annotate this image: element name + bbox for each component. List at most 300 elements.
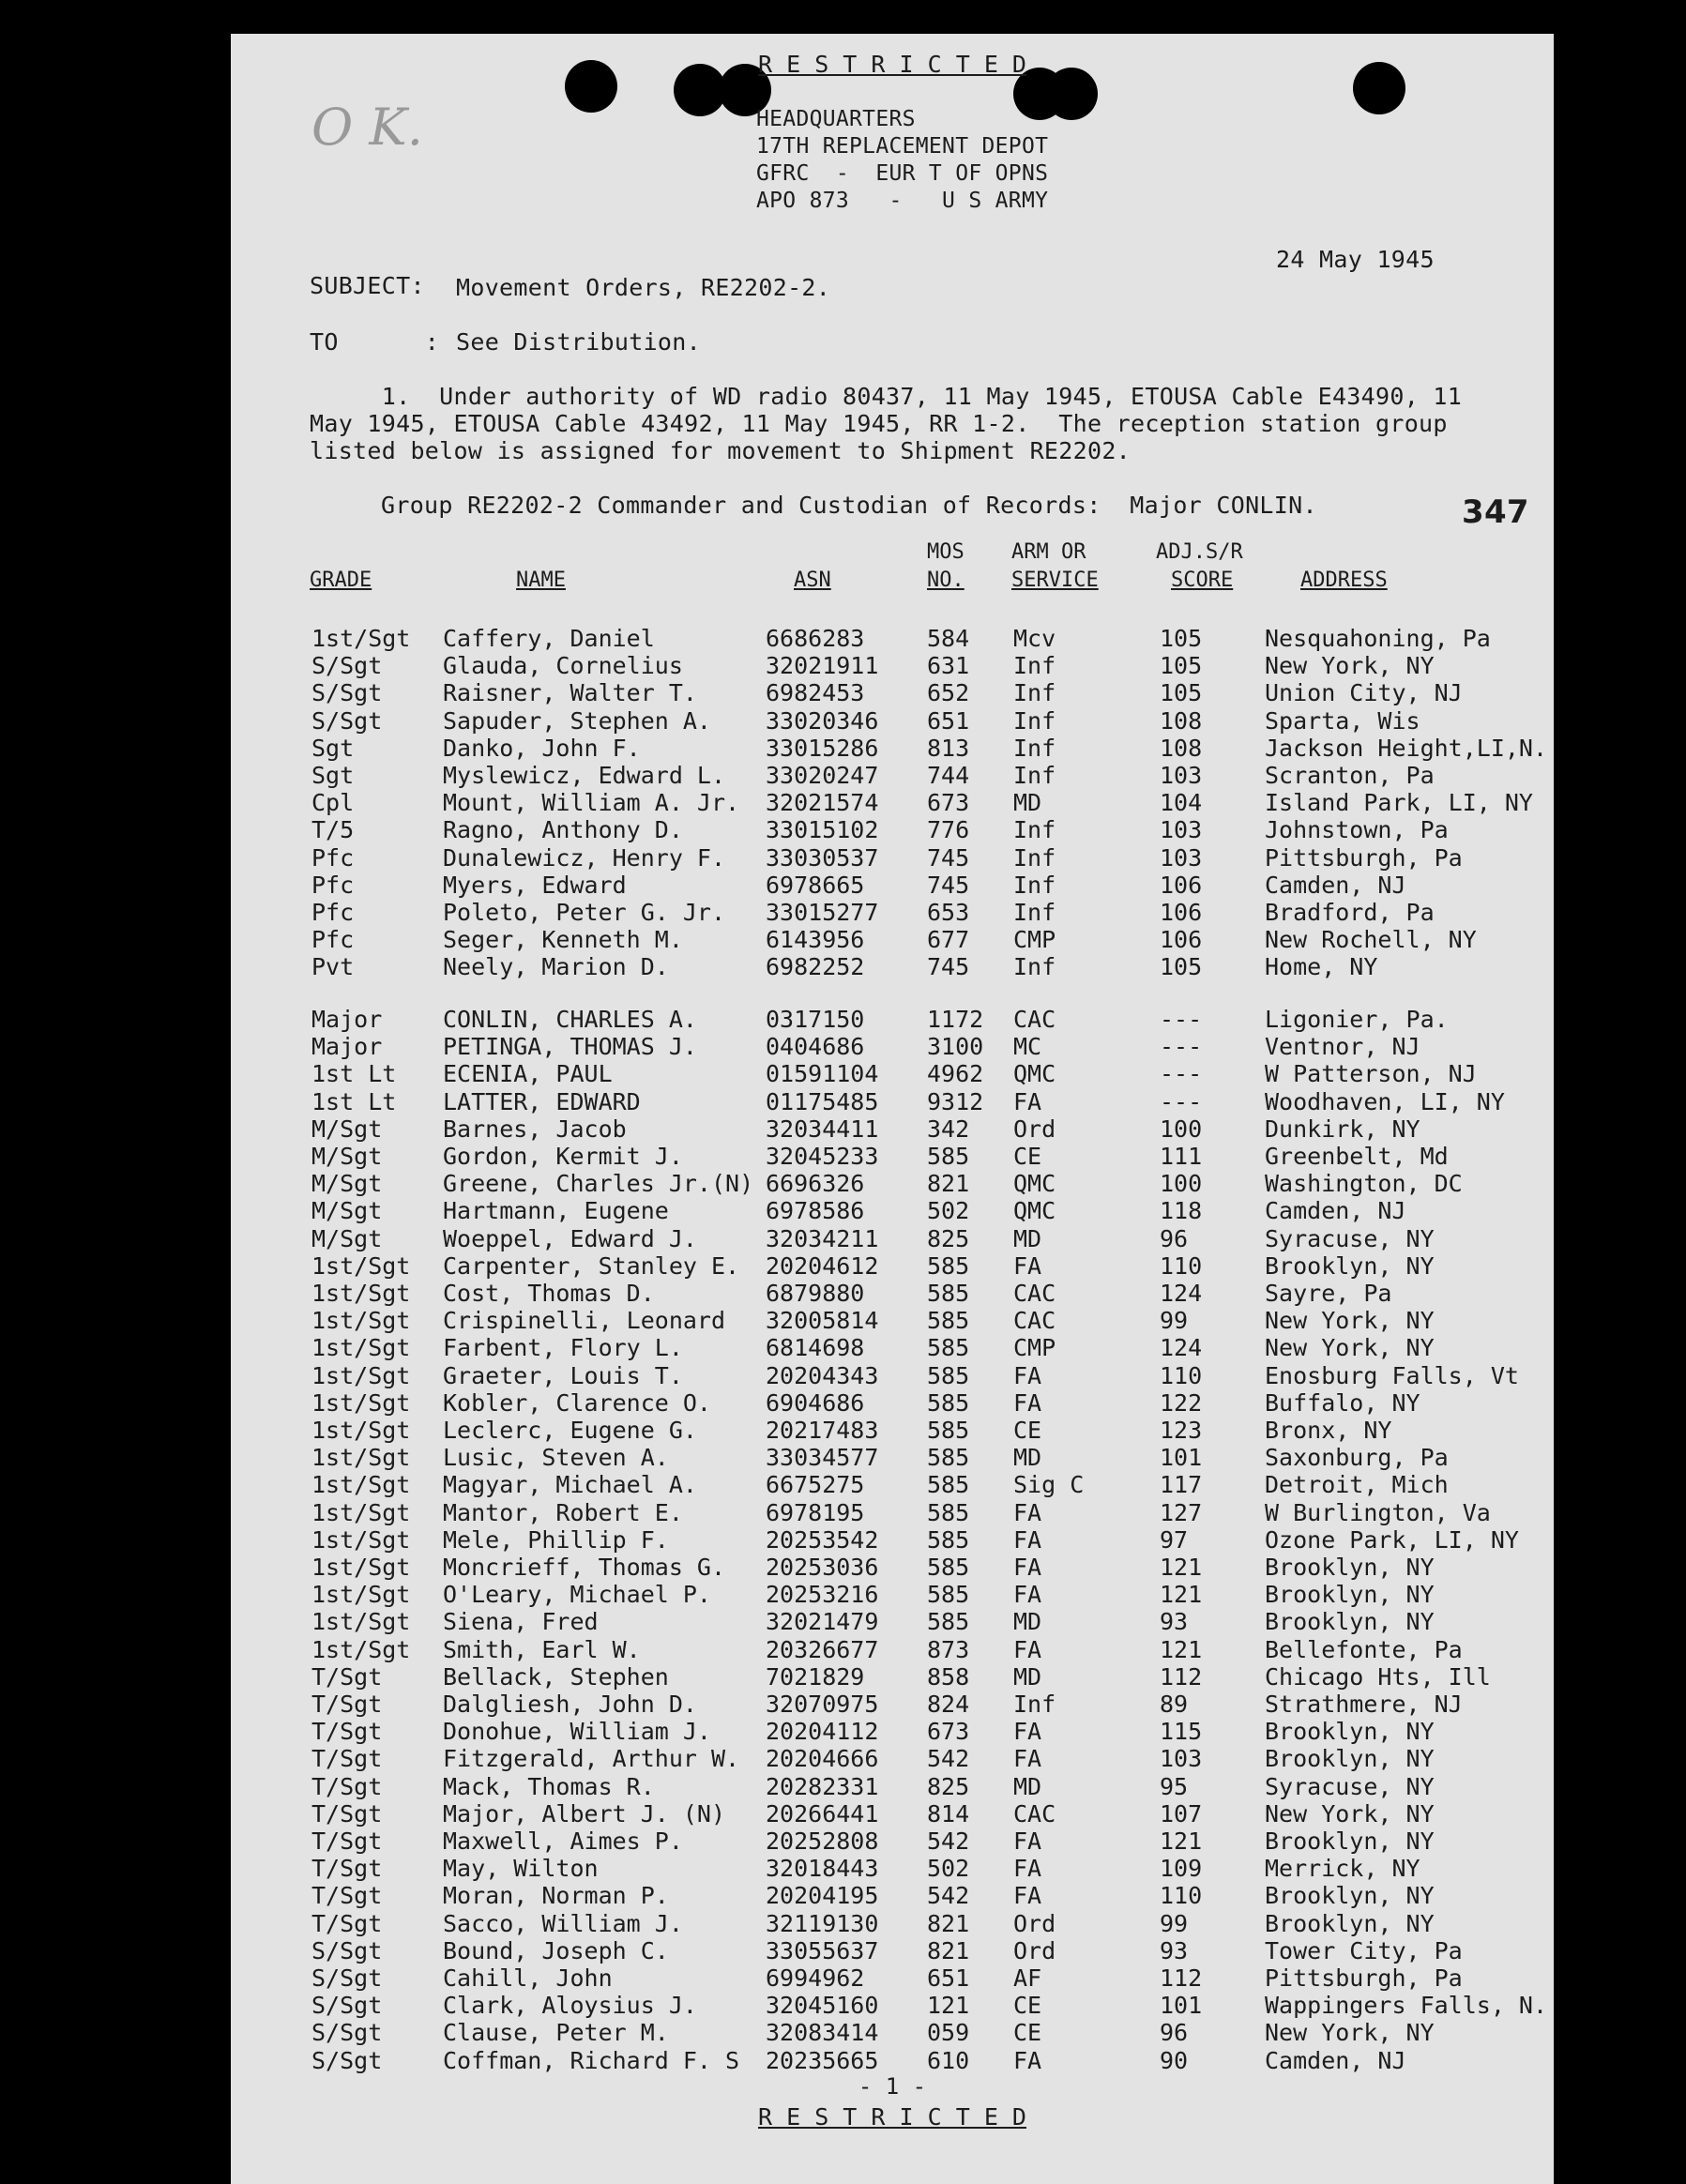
- cell-name: CONLIN, CHARLES A.: [443, 1006, 697, 1033]
- cell-score: 110: [1160, 1251, 1203, 1280]
- cell-mos: 342: [927, 1115, 970, 1143]
- cell-asn: 32005814: [766, 1307, 879, 1335]
- cell-mos: 585: [927, 1143, 970, 1170]
- cell-address: New York, NY: [1265, 1799, 1435, 1828]
- table-row: [231, 1663, 1554, 1691]
- table-row: [231, 1143, 1554, 1170]
- cell-name: Clark, Aloysius J.: [443, 1992, 697, 2020]
- cell-asn: 33030537: [766, 843, 879, 872]
- cell-mos: 585: [927, 1280, 970, 1307]
- cell-arm: CAC: [1013, 1799, 1056, 1828]
- cell-name: PETINGA, THOMAS J.: [443, 1033, 697, 1061]
- cell-score: 108: [1160, 734, 1203, 762]
- cell-grade: Cpl: [311, 789, 355, 817]
- cell-grade: T/Sgt: [311, 1772, 383, 1800]
- table-row: [231, 1389, 1554, 1417]
- cell-arm: FA: [1013, 1828, 1042, 1855]
- cell-grade: 1st/Sgt: [311, 1444, 411, 1472]
- headquarters-line: GFRC - EUR T OF OPNS: [756, 161, 1049, 186]
- paragraph-line: listed below is assigned for movement to Shipment RE2202.: [310, 437, 1132, 464]
- cell-score: 105: [1160, 953, 1203, 981]
- cell-arm: Inf: [1013, 706, 1056, 735]
- cell-score: ---: [1160, 1033, 1203, 1061]
- cell-asn: 20204343: [766, 1361, 879, 1389]
- table-row: [231, 1444, 1554, 1471]
- cell-asn: 6686283: [766, 625, 865, 652]
- table-row: [231, 1088, 1554, 1115]
- cell-address: Dunkirk, NY: [1265, 1115, 1420, 1143]
- table-row: [231, 1937, 1554, 1964]
- cell-arm: Inf: [1013, 816, 1056, 844]
- cell-asn: 6982453: [766, 679, 865, 707]
- cell-score: 93: [1160, 1936, 1189, 1964]
- cell-arm: FA: [1013, 1745, 1042, 1773]
- table-row: [231, 1855, 1554, 1882]
- cell-score: 107: [1160, 1799, 1203, 1828]
- cell-name: Gordon, Kermit J.: [443, 1143, 683, 1170]
- cell-mos: 821: [927, 1936, 970, 1964]
- cell-name: Farbent, Flory L.: [443, 1334, 683, 1362]
- cell-asn: 33034577: [766, 1444, 879, 1472]
- header-asn: ASN: [794, 569, 831, 592]
- cell-score: 117: [1160, 1471, 1203, 1499]
- cell-score: ---: [1160, 1006, 1203, 1033]
- cell-address: Sparta, Wis: [1265, 706, 1420, 735]
- cell-grade: M/Sgt: [311, 1170, 383, 1198]
- cell-grade: T/Sgt: [311, 1882, 383, 1910]
- table-row: [231, 1280, 1554, 1307]
- table-row: [231, 1499, 1554, 1526]
- cell-mos: 745: [927, 871, 970, 899]
- cell-address: Island Park, LI, NY: [1265, 789, 1533, 817]
- cell-grade: T/Sgt: [311, 1799, 383, 1828]
- table-row: [231, 1992, 1554, 2019]
- cell-address: Bronx, NY: [1265, 1417, 1392, 1444]
- cell-mos: 059: [927, 2019, 970, 2047]
- cell-address: Camden, NJ: [1265, 871, 1406, 899]
- cell-mos: 585: [927, 1251, 970, 1280]
- header-name: NAME: [516, 569, 566, 592]
- table-row: [231, 1636, 1554, 1663]
- table-row: [231, 1773, 1554, 1800]
- cell-arm: MD: [1013, 1662, 1042, 1691]
- cell-asn: 20253542: [766, 1525, 879, 1554]
- table-row: [231, 1882, 1554, 1909]
- cell-asn: 33020346: [766, 706, 879, 735]
- cell-address: Brooklyn, NY: [1265, 1909, 1435, 1937]
- cell-grade: T/Sgt: [311, 1662, 383, 1691]
- cell-grade: Pfc: [311, 843, 355, 872]
- cell-name: Danko, John F.: [443, 734, 641, 762]
- cell-arm: FA: [1013, 1388, 1042, 1417]
- cell-score: 103: [1160, 843, 1203, 872]
- cell-asn: 0317150: [766, 1006, 865, 1033]
- cell-address: Johnstown, Pa: [1265, 816, 1449, 844]
- cell-grade: S/Sgt: [311, 1936, 383, 1964]
- header-mos-bottom: NO.: [927, 569, 965, 592]
- table-row: [231, 1307, 1554, 1334]
- cell-arm: CAC: [1013, 1307, 1056, 1335]
- cell-name: LATTER, EDWARD: [443, 1087, 641, 1115]
- cell-mos: 631: [927, 652, 970, 680]
- cell-asn: 20252808: [766, 1828, 879, 1855]
- table-row: [231, 1910, 1554, 1937]
- cell-mos: 584: [927, 625, 970, 652]
- cell-grade: Pvt: [311, 953, 355, 981]
- cell-arm: Inf: [1013, 762, 1056, 789]
- cell-score: 105: [1160, 625, 1203, 652]
- cell-address: Buffalo, NY: [1265, 1388, 1420, 1417]
- cell-name: Carpenter, Stanley E.: [443, 1251, 740, 1280]
- cell-address: New York, NY: [1265, 652, 1435, 680]
- cell-asn: 32034411: [766, 1115, 879, 1143]
- classification-bottom: R E S T R I C T E D: [758, 2103, 1026, 2131]
- cell-address: Ligonier, Pa.: [1265, 1006, 1449, 1033]
- to-label: TO :: [310, 328, 440, 356]
- stamp-number: 347: [1462, 493, 1529, 531]
- cell-score: 115: [1160, 1718, 1203, 1746]
- table-row: [231, 1170, 1554, 1197]
- cell-score: 123: [1160, 1417, 1203, 1444]
- headquarters-line: HEADQUARTERS: [756, 107, 916, 131]
- cell-name: Smith, Earl W.: [443, 1635, 641, 1663]
- table-row: [231, 899, 1554, 926]
- header-address: ADDRESS: [1300, 569, 1388, 592]
- cell-grade: 1st/Sgt: [311, 1361, 411, 1389]
- cell-address: Sayre, Pa: [1265, 1280, 1392, 1307]
- table-row: [231, 1526, 1554, 1554]
- cell-mos: 824: [927, 1691, 970, 1718]
- cell-grade: 1st/Sgt: [311, 1635, 411, 1663]
- cell-grade: Major: [311, 1033, 383, 1061]
- cell-name: Caffery, Daniel: [443, 625, 655, 652]
- cell-arm: MD: [1013, 1772, 1042, 1800]
- cell-mos: 585: [927, 1444, 970, 1472]
- cell-arm: Inf: [1013, 734, 1056, 762]
- cell-score: 110: [1160, 1882, 1203, 1910]
- cell-grade: 1st Lt: [311, 1087, 397, 1115]
- cell-asn: 6978586: [766, 1197, 865, 1225]
- table-row: [231, 953, 1554, 980]
- table-row: [231, 735, 1554, 762]
- cell-address: Home, NY: [1265, 953, 1378, 981]
- cell-asn: 20253216: [766, 1581, 879, 1609]
- cell-name: Kobler, Clarence O.: [443, 1388, 711, 1417]
- cell-mos: 652: [927, 679, 970, 707]
- cell-name: Graeter, Louis T.: [443, 1361, 683, 1389]
- cell-grade: 1st/Sgt: [311, 1554, 411, 1581]
- cell-asn: 32021574: [766, 789, 879, 817]
- cell-name: Dalgliesh, John D.: [443, 1691, 697, 1718]
- cell-grade: 1st/Sgt: [311, 1334, 411, 1362]
- cell-address: Bellefonte, Pa: [1265, 1635, 1463, 1663]
- cell-score: 99: [1160, 1909, 1189, 1937]
- table-row: [231, 1608, 1554, 1635]
- cell-name: Greene, Charles Jr.(N): [443, 1170, 754, 1198]
- cell-name: Woeppel, Edward J.: [443, 1224, 697, 1252]
- cell-mos: 585: [927, 1498, 970, 1526]
- cell-address: Enosburg Falls, Vt: [1265, 1361, 1519, 1389]
- cell-grade: S/Sgt: [311, 1992, 383, 2020]
- cell-address: Syracuse, NY: [1265, 1772, 1435, 1800]
- cell-grade: Sgt: [311, 762, 355, 789]
- table-row: [231, 789, 1554, 816]
- cell-grade: 1st/Sgt: [311, 1307, 411, 1335]
- cell-mos: 585: [927, 1417, 970, 1444]
- table-row: [231, 1745, 1554, 1772]
- cell-asn: 20204195: [766, 1882, 879, 1910]
- table-row: [231, 1060, 1554, 1087]
- cell-score: ---: [1160, 1060, 1203, 1088]
- cell-arm: FA: [1013, 1635, 1042, 1663]
- table-row: [231, 1417, 1554, 1444]
- cell-arm: FA: [1013, 1361, 1042, 1389]
- cell-asn: 6994962: [766, 1964, 865, 1992]
- cell-address: Camden, NJ: [1265, 2046, 1406, 2074]
- table-row: [231, 1691, 1554, 1718]
- cell-address: Camden, NJ: [1265, 1197, 1406, 1225]
- cell-arm: QMC: [1013, 1197, 1056, 1225]
- cell-grade: M/Sgt: [311, 1115, 383, 1143]
- cell-arm: FA: [1013, 1718, 1042, 1746]
- cell-name: Maxwell, Aimes P.: [443, 1828, 683, 1855]
- cell-asn: 20235665: [766, 2046, 879, 2074]
- table-row: [231, 1718, 1554, 1745]
- cell-name: Cost, Thomas D.: [443, 1280, 655, 1307]
- cell-name: Raisner, Walter T.: [443, 679, 697, 707]
- cell-name: Mack, Thomas R.: [443, 1772, 655, 1800]
- cell-asn: 6696326: [766, 1170, 865, 1198]
- cell-arm: FA: [1013, 1087, 1042, 1115]
- cell-address: Saxonburg, Pa: [1265, 1444, 1449, 1472]
- group-line: Group RE2202-2 Commander and Custodian of Records: Major CONLIN.: [381, 492, 1317, 519]
- table-row: [231, 1334, 1554, 1361]
- cell-grade: Pfc: [311, 926, 355, 954]
- cell-name: Barnes, Jacob: [443, 1115, 627, 1143]
- cell-score: 112: [1160, 1662, 1203, 1691]
- cell-address: W Burlington, Va: [1265, 1498, 1491, 1526]
- cell-mos: 776: [927, 816, 970, 844]
- table-row: [231, 1471, 1554, 1498]
- cell-score: 90: [1160, 2046, 1189, 2074]
- cell-asn: 20326677: [766, 1635, 879, 1663]
- cell-arm: CAC: [1013, 1280, 1056, 1307]
- cell-grade: T/Sgt: [311, 1855, 383, 1883]
- cell-arm: FA: [1013, 1554, 1042, 1581]
- cell-name: Hartmann, Eugene: [443, 1197, 669, 1225]
- cell-grade: Pfc: [311, 899, 355, 926]
- cell-address: Brooklyn, NY: [1265, 1745, 1435, 1773]
- table-row: [231, 707, 1554, 735]
- cell-name: Mele, Phillip F.: [443, 1525, 669, 1554]
- cell-name: Magyar, Michael A.: [443, 1471, 697, 1499]
- cell-mos: 825: [927, 1772, 970, 1800]
- cell-name: Seger, Kenneth M.: [443, 926, 683, 954]
- cell-mos: 585: [927, 1554, 970, 1581]
- paragraph-line: 1. Under authority of WD radio 80437, 11 May 1945, ETOUSA Cable E43490, 11: [310, 383, 1463, 410]
- cell-address: Woodhaven, LI, NY: [1265, 1087, 1505, 1115]
- cell-score: 110: [1160, 1361, 1203, 1389]
- table-row: [231, 816, 1554, 843]
- cell-score: 103: [1160, 1745, 1203, 1773]
- cell-grade: 1st/Sgt: [311, 625, 411, 652]
- cell-asn: 20204612: [766, 1251, 879, 1280]
- cell-grade: 1st/Sgt: [311, 1471, 411, 1499]
- cell-address: Jackson Height,LI,N.: [1265, 734, 1548, 762]
- cell-score: ---: [1160, 1087, 1203, 1115]
- cell-arm: Inf: [1013, 843, 1056, 872]
- cell-name: Coffman, Richard F. S: [443, 2046, 740, 2074]
- cell-arm: CE: [1013, 1417, 1042, 1444]
- cell-address: Scranton, Pa: [1265, 762, 1435, 789]
- cell-name: Bound, Joseph C.: [443, 1936, 669, 1964]
- cell-score: 105: [1160, 679, 1203, 707]
- cell-grade: 1st/Sgt: [311, 1251, 411, 1280]
- cell-address: Pittsburgh, Pa: [1265, 1964, 1463, 1992]
- cell-arm: QMC: [1013, 1170, 1056, 1198]
- table-row: [231, 1197, 1554, 1224]
- cell-grade: S/Sgt: [311, 652, 383, 680]
- cell-score: 118: [1160, 1197, 1203, 1225]
- cell-arm: AF: [1013, 1964, 1042, 1992]
- cell-name: Bellack, Stephen: [443, 1662, 669, 1691]
- paragraph-line: May 1945, ETOUSA Cable 43492, 11 May 1945, RR 1-2. The reception station group: [310, 410, 1448, 437]
- cell-mos: 3100: [927, 1033, 984, 1061]
- cell-asn: 7021829: [766, 1662, 865, 1691]
- cell-grade: T/Sgt: [311, 1718, 383, 1746]
- cell-mos: 673: [927, 789, 970, 817]
- cell-mos: 651: [927, 1964, 970, 1992]
- cell-arm: CE: [1013, 2019, 1042, 2047]
- cell-mos: 873: [927, 1635, 970, 1663]
- cell-name: Mount, William A. Jr.: [443, 789, 740, 817]
- cell-arm: Inf: [1013, 679, 1056, 707]
- cell-grade: M/Sgt: [311, 1143, 383, 1170]
- table-row: [231, 1554, 1554, 1581]
- cell-grade: 1st Lt: [311, 1060, 397, 1088]
- cell-score: 95: [1160, 1772, 1189, 1800]
- table-row: [231, 1006, 1554, 1033]
- cell-mos: 542: [927, 1745, 970, 1773]
- cell-asn: 6143956: [766, 926, 865, 954]
- cell-score: 121: [1160, 1554, 1203, 1581]
- table-row: [231, 872, 1554, 899]
- cell-arm: CE: [1013, 1143, 1042, 1170]
- table-row: [231, 1252, 1554, 1280]
- document-date: 24 May 1945: [1276, 246, 1435, 273]
- cell-score: 100: [1160, 1170, 1203, 1198]
- cell-name: Moncrieff, Thomas G.: [443, 1554, 726, 1581]
- cell-score: 104: [1160, 789, 1203, 817]
- header-arm-bottom: SERVICE: [1011, 569, 1099, 592]
- cell-mos: 542: [927, 1882, 970, 1910]
- cell-grade: 1st/Sgt: [311, 1498, 411, 1526]
- cell-asn: 6879880: [766, 1280, 865, 1307]
- cell-address: Ozone Park, LI, NY: [1265, 1525, 1519, 1554]
- cell-score: 106: [1160, 926, 1203, 954]
- cell-arm: MC: [1013, 1033, 1042, 1061]
- cell-name: O'Leary, Michael P.: [443, 1581, 711, 1609]
- cell-mos: 677: [927, 926, 970, 954]
- cell-mos: 673: [927, 1718, 970, 1746]
- cell-score: 121: [1160, 1581, 1203, 1609]
- cell-score: 109: [1160, 1855, 1203, 1883]
- cell-grade: Pfc: [311, 871, 355, 899]
- cell-name: Clause, Peter M.: [443, 2019, 669, 2047]
- cell-address: Brooklyn, NY: [1265, 1718, 1435, 1746]
- cell-score: 89: [1160, 1691, 1189, 1718]
- table-row: [231, 2019, 1554, 2046]
- header-arm-top: ARM OR: [1011, 540, 1086, 564]
- cell-score: 101: [1160, 1992, 1203, 2020]
- cell-score: 96: [1160, 1224, 1189, 1252]
- cell-address: Brooklyn, NY: [1265, 1251, 1435, 1280]
- cell-address: Union City, NJ: [1265, 679, 1463, 707]
- cell-mos: 745: [927, 953, 970, 981]
- cell-asn: 01175485: [766, 1087, 879, 1115]
- cell-grade: S/Sgt: [311, 2046, 383, 2074]
- page-number: - 1 -: [858, 2073, 927, 2100]
- cell-mos: 585: [927, 1581, 970, 1609]
- cell-arm: Ord: [1013, 1936, 1056, 1964]
- header-mos-top: MOS: [927, 540, 965, 564]
- cell-asn: 32018443: [766, 1855, 879, 1883]
- cell-mos: 121: [927, 1992, 970, 2020]
- table-row: [231, 1115, 1554, 1143]
- cell-score: 106: [1160, 899, 1203, 926]
- cell-mos: 585: [927, 1307, 970, 1335]
- to-value: See Distribution.: [456, 328, 701, 356]
- cell-name: Lusic, Steven A.: [443, 1444, 669, 1472]
- table-row: [231, 1033, 1554, 1060]
- cell-grade: S/Sgt: [311, 2019, 383, 2047]
- cell-name: Dunalewicz, Henry F.: [443, 843, 726, 872]
- cell-score: 96: [1160, 2019, 1189, 2047]
- classification-top: R E S T R I C T E D: [758, 51, 1026, 78]
- table-row: [231, 2047, 1554, 2074]
- cell-arm: FA: [1013, 1882, 1042, 1910]
- cell-asn: 32083414: [766, 2019, 879, 2047]
- cell-arm: CAC: [1013, 1006, 1056, 1033]
- cell-address: Syracuse, NY: [1265, 1224, 1435, 1252]
- cell-score: 101: [1160, 1444, 1203, 1472]
- cell-name: Myslewicz, Edward L.: [443, 762, 726, 789]
- cell-grade: S/Sgt: [311, 679, 383, 707]
- cell-address: New York, NY: [1265, 1307, 1435, 1335]
- cell-asn: 20204666: [766, 1745, 879, 1773]
- cell-name: Poleto, Peter G. Jr.: [443, 899, 726, 926]
- cell-grade: Sgt: [311, 734, 355, 762]
- cell-name: May, Wilton: [443, 1855, 599, 1883]
- cell-name: Ragno, Anthony D.: [443, 816, 683, 844]
- cell-address: Tower City, Pa: [1265, 1936, 1463, 1964]
- cell-asn: 32034211: [766, 1224, 879, 1252]
- cell-arm: Sig C: [1013, 1471, 1085, 1499]
- cell-name: Crispinelli, Leonard: [443, 1307, 726, 1335]
- cell-address: New York, NY: [1265, 1334, 1435, 1362]
- cell-arm: CE: [1013, 1992, 1042, 2020]
- cell-grade: T/Sgt: [311, 1691, 383, 1718]
- cell-asn: 20217483: [766, 1417, 879, 1444]
- cell-arm: QMC: [1013, 1060, 1056, 1088]
- cell-name: Siena, Fred: [443, 1608, 599, 1636]
- cell-score: 108: [1160, 706, 1203, 735]
- cell-asn: 6904686: [766, 1388, 865, 1417]
- header-grade: GRADE: [310, 569, 372, 592]
- cell-arm: MD: [1013, 789, 1042, 817]
- cell-mos: 653: [927, 899, 970, 926]
- table-row: [231, 844, 1554, 872]
